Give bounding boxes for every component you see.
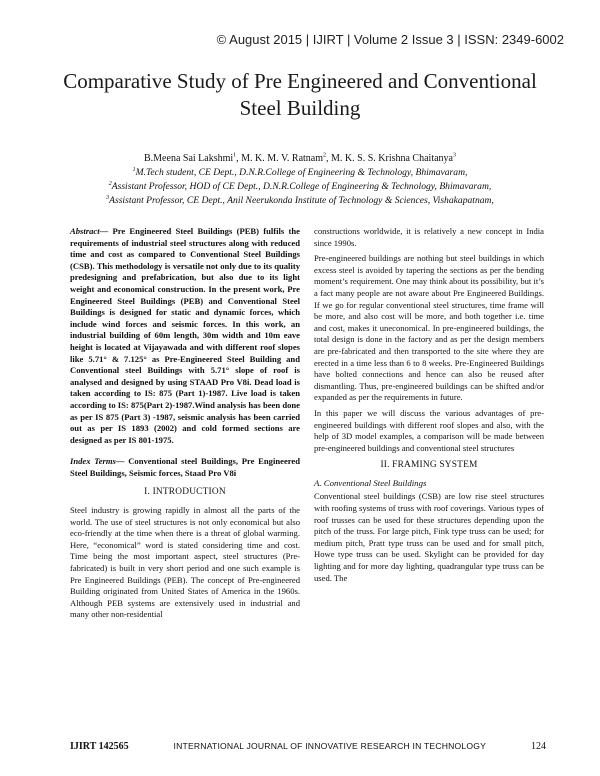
abstract-text: Pre Engineered Steel Buildings (PEB) fulfils the requirements of industrial steel structures along with reduced time and cost as compared to Conventional Steel Buildings (CSB). This methodology is versatile not only due to its quality predesigning and prefabrication, but also due to its light weight and economical construction. In the present work, Pre Engineered Steel Buildings (PEB) and Conventional Steel Buildings is designed for static and dynamic forces, which include wind forces and seismic forces. In this work, an industrial building of 60m length, 30m width and 10m eave height is located at Vijayawada and with different roof slopes like 5.71° & 7.125° as Pre-Engineered Steel Building and Conventional steel Buildings with 5.71° slope of roof is analysed and designed by using STAAD Pro V8i. Dead load is taken according to IS: 875 (Part 1)-1987. Live load is taken according to IS: 875(Part 2)-1987.Wind analysis has been done as per IS 875 (Part 3) -1987, seismic analysis has been carried out as per IS 1893 (2002) and cold formed sections are designed as per IS 801-1975. [70,226,300,445]
affiliation-2-text: Assistant Professor, HOD of CE Dept., D.N.R.College of Engineering & Technology, Bhimavaram, [111,181,492,192]
author-1: B.Meena Sai Lakshmi [144,153,234,164]
author-2-sup: 2 [323,152,327,159]
right-paragraph-2: Pre-engineered buildings are nothing but steel buildings in which excess steel is avoided by tapering the sections as per the bending moment’s requirement. One may think about its possibility, but it’s a fact many people are not aware about Pre Engineered Buildings. If we go for regular conventional steel structures, time frame will be more, and also cost will be more, and both together i.e. time and cost, makes it uneconomical. In pre-engineered buildings, the total design is done in the factory and as per the design members are pre-fabricated and then transported to the site where they are erected in a time less than 6 to 8 weeks. Pre-Engineered Buildings have bolted connections and hence can also be reused after dismantling. Thus, pre-engineered buildings can be shifted and/or expanded as per the requirements in future. [314,253,544,403]
footer-paper-id: IJIRT 142565 [70,741,129,752]
paper-title [40,68,560,122]
affiliation-1-text: M.Tech student, CE Dept., D.N.R.College of Engineering & Technology, Bhimavaram, [135,167,468,178]
page-footer [70,741,546,752]
right-paragraph-1: constructions worldwide, it is relatively a new concept in India since 1990s. [314,226,544,248]
author-3-sup: 3 [452,152,456,159]
author-1-sup: 1 [233,152,237,159]
title-line-1: Comparative Study of Pre Engineered and Conventional [63,69,537,93]
title-line-2: Steel Building [239,96,361,120]
author-2: M. K. M. V. Ratnam [241,153,324,164]
introduction-heading: I. INTRODUCTION [144,487,226,498]
author-sep-1: , [236,153,242,164]
affiliation-2 [40,180,560,194]
author-3: M. K. S. S. Krishna Chaitanya [331,153,453,164]
affiliation-3-sup: 3 [106,194,110,201]
left-column [70,226,300,625]
affiliation-1 [40,166,560,180]
index-terms-text: Conventional steel Buildings, Pre Engineered Steel Buildings, Seismic forces, Staad Pro V8i [70,456,301,478]
affiliation-3-text: Assistant Professor, CE Dept., Anil Neerukonda Institute of Technology & Sciences, Vishakapatnam, [109,195,494,206]
index-terms [70,456,300,479]
index-terms-lead: Index Terms— [70,456,125,467]
abstract [70,226,300,446]
affiliation-3 [40,194,560,208]
author-sep-2: , [326,153,332,164]
right-column [314,226,544,588]
affiliation-1-sup: 1 [132,166,136,173]
framing-system-heading: II. FRAMING SYSTEM [380,460,478,471]
footer-journal-name: INTERNATIONAL JOURNAL OF INNOVATIVE RESEARCH IN TECHNOLOGY [173,741,487,751]
journal-header: © August 2015 | IJIRT | Volume 2 Issue 3 | ISSN: 2349-6002 [216,32,564,47]
abstract-lead: Abstract— [70,226,109,236]
conventional-steel-subheading: A. Conventional Steel Buildings [314,477,427,488]
page-number: 124 [531,741,546,752]
author-names [40,152,560,166]
framing-paragraph-1: Conventional steel buildings (CSB) are low rise steel structures with roofing systems of truss with roof coverings. Various types of roof trusses can be used for these structures depending upon the pitch of the truss. For large pitch, Fink type truss can be used; for medium pitch, Pratt type truss can be used and for small pitch, Howe type truss can be used. Skylight can be provided for day lighting and for more day lighting, quadrangular type truss can be used. The [314,491,544,583]
author-block [40,152,560,208]
introduction-paragraph-1: Steel industry is growing rapidly in almost all the parts of the world. The use of steel structures is not only economical but also eco-friendly at the time when there is a threat of global warming. Here, “economical” word is stated considering time and cost. Time being the most important aspect, steel structures (Pre-fabricated) is built in very short period and one such example is Pre Engineered Buildings (PEB). The concept of Pre-engineered Building originated from United States of America in the 1960s. Although PEB systems are extensively used in industrial and many other non-residential [70,505,300,620]
right-paragraph-3: In this paper we will discuss the various advantages of pre-engineered buildings with different roof slopes and also, with the help of 3D model examples, a comparison will be made between pre-engineered buildings and conventional steel structures [314,407,544,453]
affiliation-2-sup: 2 [108,180,112,187]
